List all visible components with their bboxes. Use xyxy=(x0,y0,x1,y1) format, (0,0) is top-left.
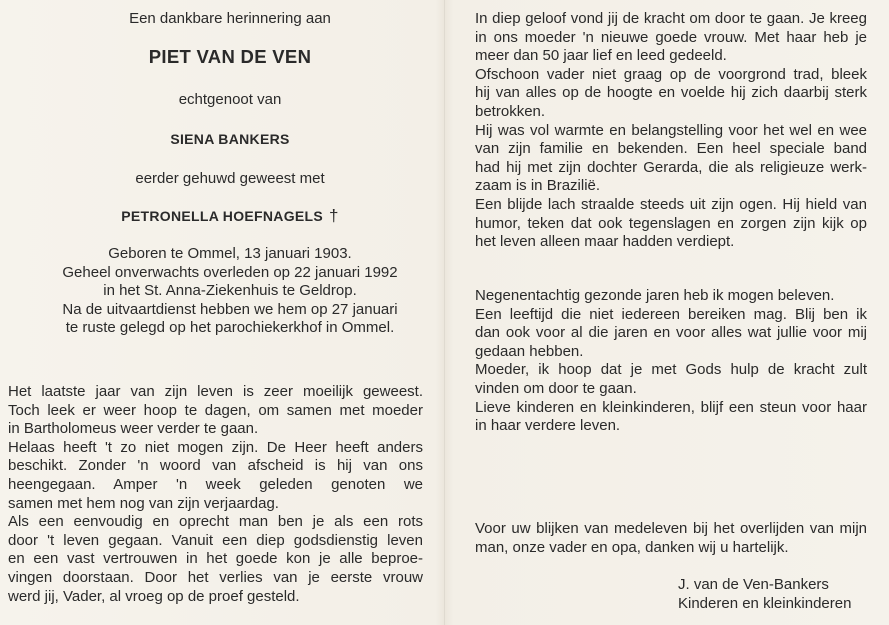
text-line: vingen doorstaan. Door het verlies van je eerste vrouw xyxy=(8,568,423,586)
text-line: Ofschoon vader niet graag op de voorgrond trad, bleek xyxy=(475,65,867,83)
text-line: dan ook voor al die jaren en voor alles wat jullie voor mij xyxy=(475,324,867,342)
bio-line: Geheel onverwachts overleden op 22 januari 1992 xyxy=(62,263,398,281)
text-line: Moeder, ik hoop dat je met Gods hulp de kracht zult xyxy=(475,361,867,379)
text-line: zaam is in Brazilië. xyxy=(475,177,601,195)
text-line: In diep geloof vond jij de kracht om door te gaan. Je kreeg xyxy=(475,10,867,27)
cross-icon: † xyxy=(329,206,339,225)
text-line: vinden om door te gaan. xyxy=(475,379,637,397)
signature-line: J. van de Ven-Bankers xyxy=(678,576,829,593)
text-line: beschikt. Zonder 'n woord van afscheid is hij van ons xyxy=(8,457,423,475)
text-line: in Bartholomeus weer verder te gaan. xyxy=(8,420,259,438)
text-line: Lieve kinderen en kleinkinderen, blijf een steun voor haar xyxy=(475,398,867,416)
signature xyxy=(678,576,851,613)
bio-line: in het St. Anna-Ziekenhuis te Geldrop. xyxy=(103,282,357,300)
thanks-note xyxy=(475,520,867,557)
text-line: betrokken. xyxy=(475,102,546,120)
text-line: man, onze vader en opa, danken wij u hartelijk. xyxy=(475,538,789,556)
former-relation: eerder gehuwd geweest met xyxy=(135,170,325,187)
spouse-relation: echtgenoot van xyxy=(178,91,282,108)
text-line: Als een eenvoudig en oprecht man ben je als een rots xyxy=(8,513,423,531)
text-line: het leven alleen maar hadden verdiept. xyxy=(475,233,735,251)
deceased-name: PIET VAN DE VEN xyxy=(148,46,312,67)
text-line: Een blijde lach straalde steeds uit zijn ogen. Hij hield van xyxy=(475,195,867,213)
text-line: in haar verdere leven. xyxy=(475,417,621,435)
bio-line: te ruste gelegd op het parochiekerkhof in Ommel. xyxy=(65,319,395,337)
spouse-name: SIENA BANKERS xyxy=(170,131,290,147)
right-page xyxy=(445,0,889,625)
right-paragraph-2 xyxy=(475,287,867,436)
signature-line: Kinderen en kleinkinderen xyxy=(678,594,852,612)
former-spouse-line xyxy=(0,206,460,226)
text-line: en een vast vertrouwen in het goede kon je alle beproe- xyxy=(8,550,423,568)
text-line: door 't leven gegaan. Vanuit een diep godsdienstig leven xyxy=(8,531,423,549)
text-line: meer dan 50 jaar lief en leed gedeeld. xyxy=(475,47,727,65)
text-line: samen met hem nog van zijn verjaardag. xyxy=(8,494,279,512)
text-line: Hij was vol warmte en belangstelling voor het wel en wee xyxy=(475,121,867,139)
left-paragraph xyxy=(8,383,423,606)
text-line: heengegaan. Amper 'n week geleden genoten we xyxy=(8,475,423,493)
right-paragraph-1 xyxy=(475,10,867,252)
text-line: had hij met zijn dochter Gerarda, die als religieuze werk- xyxy=(475,158,867,176)
former-spouse-name: PETRONELLA HOEFNAGELS xyxy=(121,208,324,224)
bio-line: Geboren te Ommel, 13 januari 1903. xyxy=(108,245,352,262)
text-line: in ons moeder 'n nieuwe goede vrouw. Met haar heb je xyxy=(475,28,867,46)
intro-text: Een dankbare herinnering aan xyxy=(129,10,331,27)
bio-line: Na de uitvaartdienst hebben we hem op 27 januari xyxy=(62,300,398,318)
text-line: gedaan hebben. xyxy=(475,342,584,360)
text-line: Helaas heeft 't zo niet mogen zijn. De Heer heeft anders xyxy=(8,438,423,456)
text-line: werd jij, Vader, al vroeg op de proef gesteld. xyxy=(8,587,300,605)
text-line: Toch leek er weer hoop te dagen, om samen met moeder xyxy=(8,401,423,419)
text-line: Een leeftijd die niet iedereen bereiken mag. Blij ben ik xyxy=(475,305,867,323)
text-line: Negenentachtig gezonde jaren heb ik mogen beleven. xyxy=(475,287,835,304)
left-page xyxy=(0,0,444,625)
text-line: Het laatste jaar van zijn leven is zeer moeilijk geweest. xyxy=(8,383,423,400)
text-line: van zijn familie en bekenden. Een heel speciale band xyxy=(475,140,867,158)
text-line: hij van alles op de hoogte en voelde hij zich daarbij sterk xyxy=(475,84,867,102)
text-line: Voor uw blijken van medeleven bij het overlijden van mijn xyxy=(475,520,867,537)
text-line: humor, teken dat ook tegenslagen en zorgen zijn kijk op xyxy=(475,214,867,232)
biography xyxy=(0,245,460,338)
